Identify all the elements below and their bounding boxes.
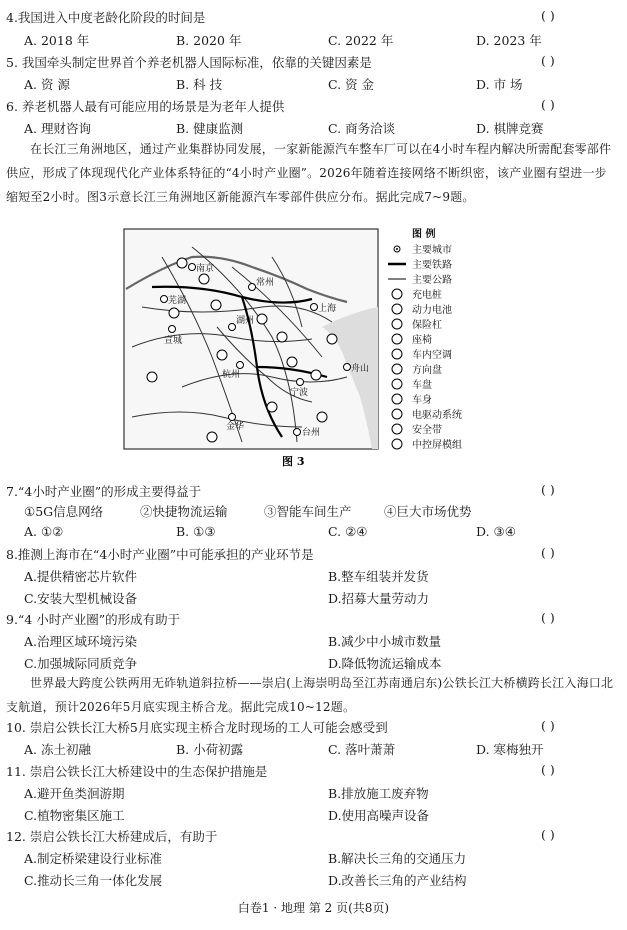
- q9-stem: 9.“4 小时产业圈”的形成有助于: [6, 612, 181, 627]
- q8-stem: 8.推测上海市在“4小时产业圈”中可能承担的产业环节是: [6, 547, 314, 562]
- q7-item-1: ①5G信息网络: [24, 504, 104, 519]
- city-label-taizhou: 台州: [302, 428, 321, 438]
- q12-stem: 12. 崇启公铁长江大桥建成后，有助于: [6, 829, 218, 844]
- legend-item-air-conditioner: 车内空调: [412, 350, 452, 361]
- q8-bracket: ( ): [541, 545, 555, 560]
- q7-item-4: ④巨大市场优势: [384, 504, 472, 519]
- q10-option-a: A. 冻土初融: [24, 742, 91, 757]
- q11-bracket: ( ): [541, 762, 555, 777]
- q6-option-c: C. 商务洽谈: [328, 121, 396, 136]
- legend-item-chassis: 车盘: [412, 380, 432, 391]
- q4-option-c: C. 2022 年: [328, 33, 394, 48]
- q10-option-b: B. 小荷初露: [176, 742, 244, 757]
- city-label-shanghai: 上海: [318, 304, 337, 314]
- legend-item-bumper: 保险杠: [412, 320, 442, 331]
- q9-option-a: A.治理区域环境污染: [24, 634, 138, 649]
- q5-option-c: C. 资 金: [328, 77, 375, 92]
- legend-item-electric-drive: 电驱动系统: [412, 410, 462, 421]
- legend-item-railway: 主要铁路: [412, 260, 452, 271]
- q10-option-c: C. 落叶萧萧: [328, 742, 396, 757]
- legend-item-road: 主要公路: [412, 275, 452, 286]
- legend-item-charging-pile: 充电桩: [412, 290, 442, 301]
- page-footer: 白卷1 · 地理 第 2 页(共8页): [237, 901, 390, 915]
- legend-item-seat-belt: 安全带: [412, 425, 442, 436]
- map-figure: [122, 227, 484, 470]
- map-caption: 图 3: [282, 455, 305, 468]
- q7-option-c: C. ②④: [328, 524, 368, 539]
- q12-option-c: C.推动长三角一体化发展: [24, 873, 163, 888]
- q5-option-a: A. 资 源: [24, 77, 70, 92]
- q7-option-b: B. ①③: [176, 524, 216, 539]
- q4-option-a: A. 2018 年: [24, 33, 90, 48]
- q11-option-b: B.排放施工废弃物: [328, 786, 429, 801]
- q11-stem: 11. 崇启公铁长江大桥建设中的生态保护措施是: [6, 764, 268, 779]
- q5-option-d: D. 市 场: [476, 77, 523, 92]
- q12-option-d: D.改善长三角的产业结构: [328, 873, 467, 888]
- q5-stem: 5. 我国牵头制定世界首个养老机器人国际标准，依靠的关键因素是: [6, 55, 372, 70]
- legend-item-seat: 座椅: [412, 335, 432, 346]
- q8-option-a: A.提供精密芯片软件: [24, 569, 138, 584]
- q8-option-b: B.整车组装并发货: [328, 569, 429, 584]
- legend-title: 图 例: [412, 229, 436, 240]
- q6-option-a: A. 理财咨询: [24, 121, 91, 136]
- city-label-changzhou: 常州: [256, 278, 275, 288]
- q9-bracket: ( ): [541, 610, 555, 625]
- city-label-huzhou: 湖州: [236, 316, 255, 326]
- q6-option-b: B. 健康监测: [176, 121, 244, 136]
- city-label-jinhua: 金华: [226, 422, 245, 432]
- q11-option-a: A.避开鱼类洄游期: [24, 786, 125, 801]
- city-label-xuancheng: 宣城: [164, 336, 183, 346]
- legend-item-steering-wheel: 方向盘: [412, 365, 442, 376]
- q4-bracket: ( ): [541, 8, 555, 23]
- passage-1: 在长江三角洲地区，通过产业集群协同发展，一家新能源汽车整车厂可以在4小时车程内解决所需配套零部件供应，形成了体现现代化产业体系特征的“4小时产业圈”。2026年随着连接网络不断织密，该产业圈有望进一步缩短至2小时。图3示意长江三角洲地区新能源汽车零部件供应分布。据此完成7~9题。: [6, 142, 612, 204]
- legend-item-body: 车身: [412, 395, 432, 406]
- q12-option-b: B.解决长三角的交通压力: [328, 851, 467, 866]
- q4-option-d: D. 2023 年: [476, 33, 542, 48]
- q11-option-d: D.使用高噪声设备: [328, 808, 430, 823]
- q7-bracket: ( ): [541, 482, 555, 497]
- q10-stem: 10. 崇启公铁长江大桥5月底实现主桥合龙时现场的工人可能会感受到: [6, 720, 388, 735]
- q7-stem: 7.“4小时产业圈”的形成主要得益于: [6, 484, 202, 499]
- city-label-nanjing: 南京: [196, 264, 215, 274]
- q10-option-d: D. 寒梅独开: [476, 742, 544, 757]
- passage-2: 世界最大跨度公铁两用无砟轨道斜拉桥——崇启(上海崇明岛至江苏南通启东)公铁长江大桥横跨长江入海口北支航道，预计2026年5月底实现主桥合龙。据此完成10~12题。: [6, 676, 614, 714]
- q12-bracket: ( ): [541, 827, 555, 842]
- q11-option-c: C.植物密集区施工: [24, 808, 125, 823]
- city-label-hangzhou: 杭州: [222, 370, 241, 380]
- legend-item-city: 主要城市: [412, 245, 452, 256]
- q6-bracket: ( ): [541, 97, 555, 112]
- q7-option-a: A. ①②: [24, 524, 64, 539]
- q6-option-d: D. 棋牌竞赛: [476, 121, 544, 136]
- q9-option-c: C.加强城际同质竞争: [24, 656, 138, 671]
- city-label-wuhu: 芜湖: [168, 296, 187, 306]
- q4-stem: 4.我国进入中度老龄化阶段的时间是: [6, 10, 206, 25]
- city-label-zhoushan: 舟山: [351, 364, 370, 374]
- q5-option-b: B. 科 技: [176, 77, 223, 92]
- q4-option-b: B. 2020 年: [176, 33, 242, 48]
- q7-item-2: ②快捷物流运输: [140, 504, 228, 519]
- legend-item-control-screen: 中控屏模组: [412, 440, 462, 451]
- q9-option-d: D.降低物流运输成本: [328, 656, 442, 671]
- q10-bracket: ( ): [541, 718, 555, 733]
- q7-option-d: D. ③④: [476, 524, 516, 539]
- city-label-ningbo: 宁波: [290, 388, 309, 398]
- q12-option-a: A.制定桥梁建设行业标准: [24, 851, 163, 866]
- q5-bracket: ( ): [541, 53, 555, 68]
- q6-stem: 6. 养老机器人最有可能应用的场景是为老年人提供: [6, 99, 285, 114]
- q8-option-d: D.招募大量劳动力: [328, 591, 430, 606]
- legend-item-battery: 动力电池: [412, 305, 452, 316]
- q7-item-3: ③智能车间生产: [264, 504, 352, 519]
- q9-option-b: B.减少中小城市数量: [328, 634, 442, 649]
- q8-option-c: C.安装大型机械设备: [24, 591, 138, 606]
